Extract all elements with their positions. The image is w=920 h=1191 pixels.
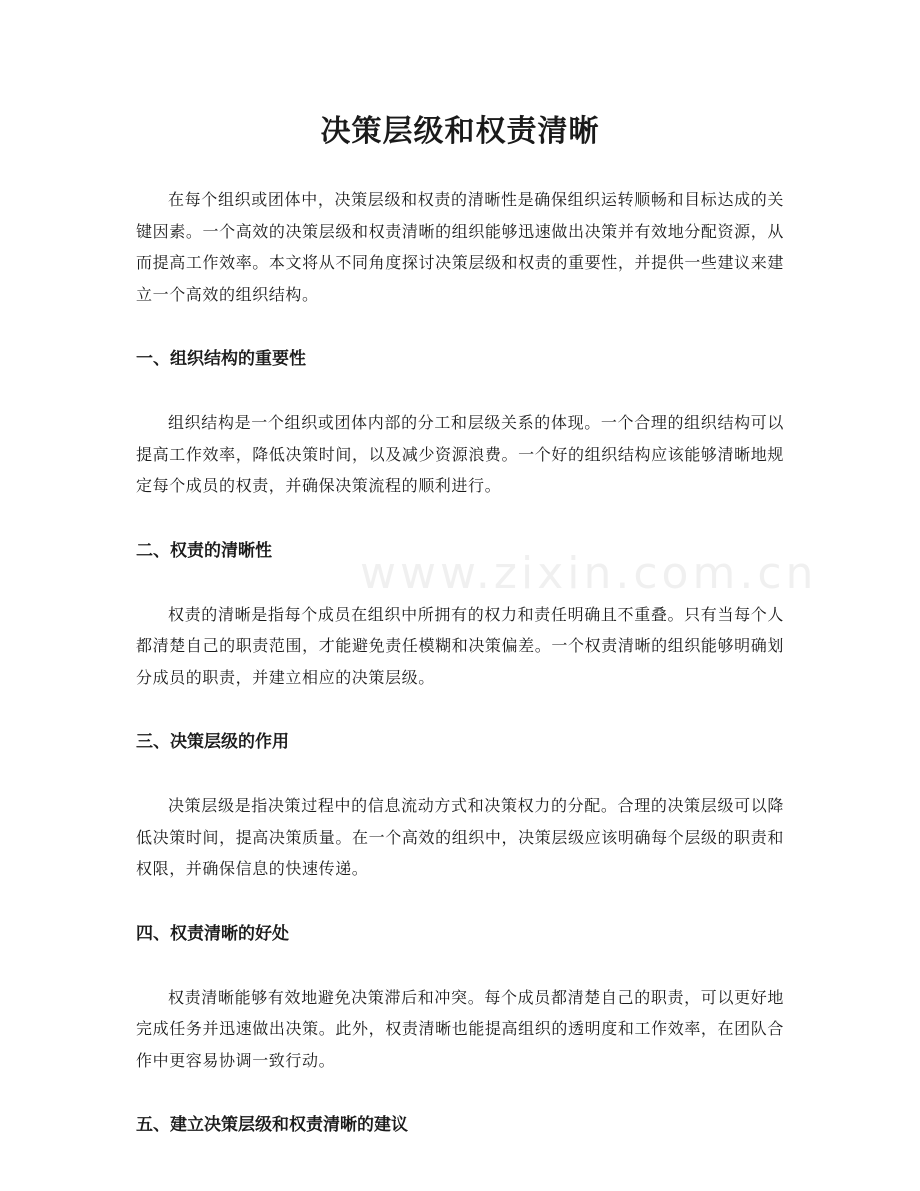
page-title: 决策层级和权责清晰 (320, 114, 600, 149)
section-body-1: 组织结构是一个组织或团体内部的分工和层级关系的体现。一个合理的组织结构可以提高工作效率，降低决策时间，以及减少资源浪费。一个好的组织结构应该能够清晰地规定每个成员的权责，并确保决策流程的顺利进行。 (136, 413, 784, 495)
watermark: www.zixin.com.cn (360, 548, 818, 599)
section-heading-5: 五、建立决策层级和权责清晰的建议 (136, 1115, 408, 1135)
section-heading-4: 四、权责清晰的好处 (136, 923, 289, 944)
document-body (136, 184, 784, 1140)
section-body-3: 决策层级是指决策过程中的信息流动方式和决策权力的分配。合理的决策层级可以降低决策时间，提高决策质量。在一个高效的组织中，决策层级应该明确每个层级的职责和权限，并确保信息的快速传递。 (136, 796, 784, 878)
section-heading-2: 二、权责的清晰性 (136, 540, 272, 561)
section-body-4: 权责清晰能够有效地避免决策滞后和冲突。每个成员都清楚自己的职责，可以更好地完成任务并迅速做出决策。此外，权责清晰也能提高组织的透明度和工作效率，在团队合作中更容易协调一致行动。 (136, 987, 784, 1070)
intro-paragraph: 在每个组织或团体中，决策层级和权责的清晰性是确保组织运转顺畅和目标达成的关键因素。一个高效的决策层级和权责清晰的组织能够迅速做出决策并有效地分配资源，从而提高工作效率。本文将从不同角度探讨决策层级和权责的重要性，并提供一些建议来建立一个高效的组织结构。 (136, 190, 784, 304)
section-heading-3: 三、决策层级的作用 (136, 732, 289, 752)
section-heading-1: 一、组织结构的重要性 (136, 349, 306, 369)
section-body-2: 权责的清晰是指每个成员在组织中所拥有的权力和责任明确且不重叠。只有当每个人都清楚自己的职责范围，才能避免责任模糊和决策偏差。一个权责清晰的组织能够明确划分成员的职责，并建立相应的决策层级。 (136, 604, 784, 687)
